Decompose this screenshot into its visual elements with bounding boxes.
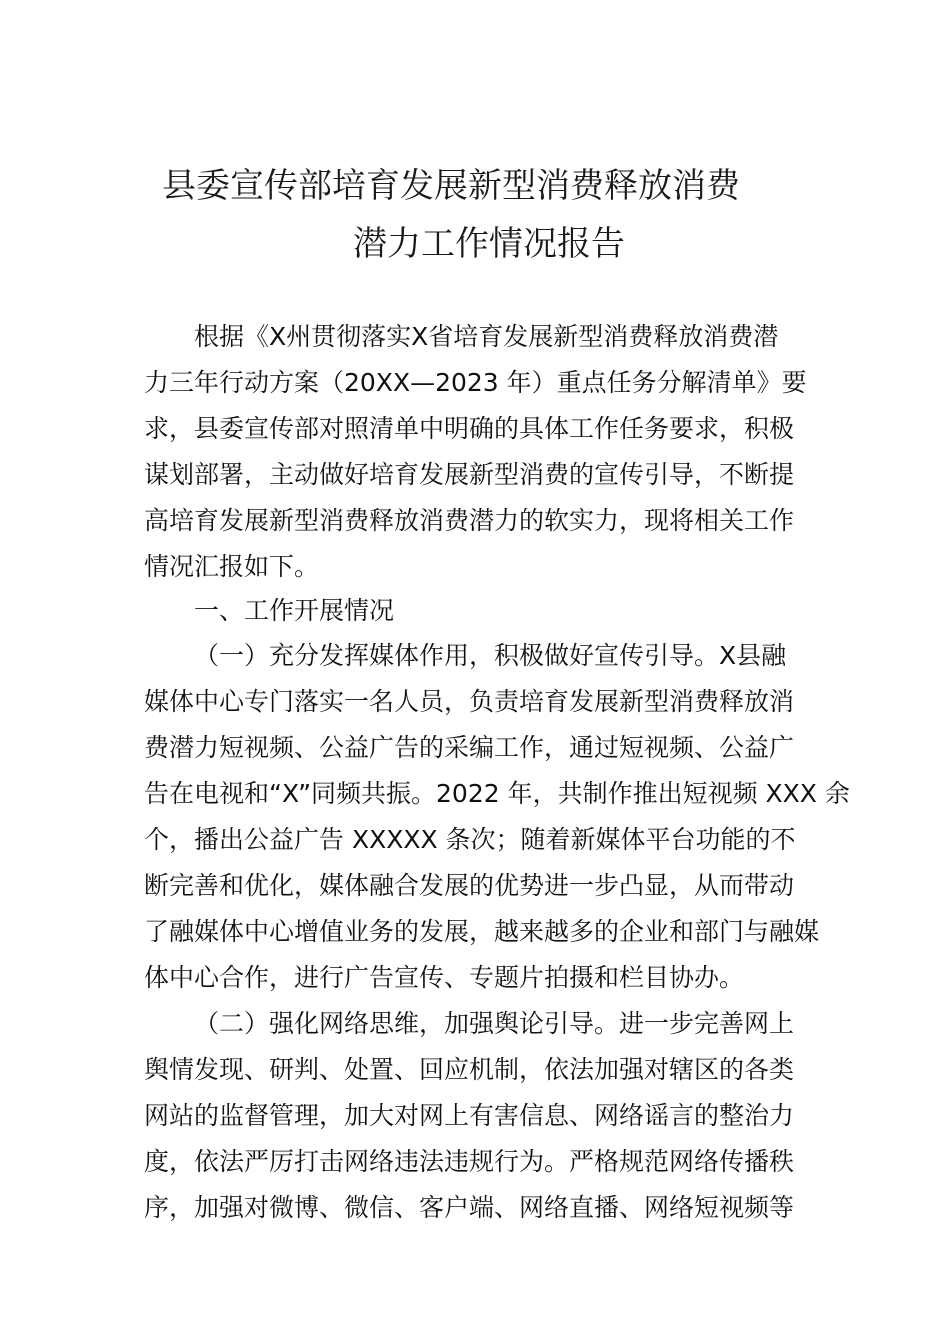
paragraph-2-line-8: 体中心合作，进行广告宣传、专题片拍摄和栏目协办。 — [144, 963, 745, 992]
paragraph-2-line-4: 告在电视和“X”同频共振。2022 年，共制作推出短视频 XXX 余 — [144, 779, 850, 808]
document-title-line-1: 县委宣传部培育发展新型消费释放消费 — [162, 166, 740, 206]
section-heading-1: 一、工作开展情况 — [194, 596, 395, 625]
paragraph-2-line-1: （一）充分发挥媒体作用，积极做好宣传引导。X县融 — [194, 641, 787, 670]
paragraph-2-line-3: 费潜力短视频、公益广告的采编工作，通过短视频、公益广 — [144, 733, 795, 762]
paragraph-3-line-4: 度，依法严厉打击网络违法违规行为。严格规范网络传播秩 — [144, 1147, 795, 1176]
paragraph-3-line-2: 舆情发现、研判、处置、回应机制，依法加强对辖区的各类 — [144, 1055, 795, 1084]
paragraph-2-line-5: 个，播出公益广告 XXXXX 条次；随着新媒体平台功能的不 — [144, 825, 796, 854]
paragraph-3-line-3: 网站的监督管理，加大对网上有害信息、网络谣言的整治力 — [144, 1101, 795, 1130]
paragraph-1-line-3: 求，县委宣传部对照清单中明确的具体工作任务要求，积极 — [144, 414, 795, 443]
paragraph-2-line-6: 断完善和优化，媒体融合发展的优势进一步凸显，从而带动 — [144, 871, 795, 900]
paragraph-2-line-2: 媒体中心专门落实一名人员，负责培育发展新型消费释放消 — [144, 687, 795, 716]
paragraph-1-line-2: 力三年行动方案（20XX—2023 年）重点任务分解清单》要 — [144, 368, 807, 397]
paragraph-2-line-7: 了融媒体中心增值业务的发展，越来越多的企业和部门与融媒 — [144, 917, 820, 946]
paragraph-3-line-1: （二）强化网络思维，加强舆论引导。进一步完善网上 — [194, 1009, 795, 1038]
document-title-line-2: 潜力工作情况报告 — [353, 224, 625, 264]
paragraph-1-line-5: 高培育发展新型消费释放消费潜力的软实力，现将相关工作 — [144, 506, 795, 535]
paragraph-1-line-6: 情况汇报如下。 — [144, 552, 320, 581]
paragraph-3-line-5: 序，加强对微博、微信、客户端、网络直播、网络短视频等 — [144, 1193, 795, 1222]
paragraph-1-line-4: 谋划部署，主动做好培育发展新型消费的宣传引导，不断提 — [144, 460, 795, 489]
paragraph-1-line-1: 根据《X州贯彻落实X省培育发展新型消费释放消费潜 — [194, 322, 779, 351]
